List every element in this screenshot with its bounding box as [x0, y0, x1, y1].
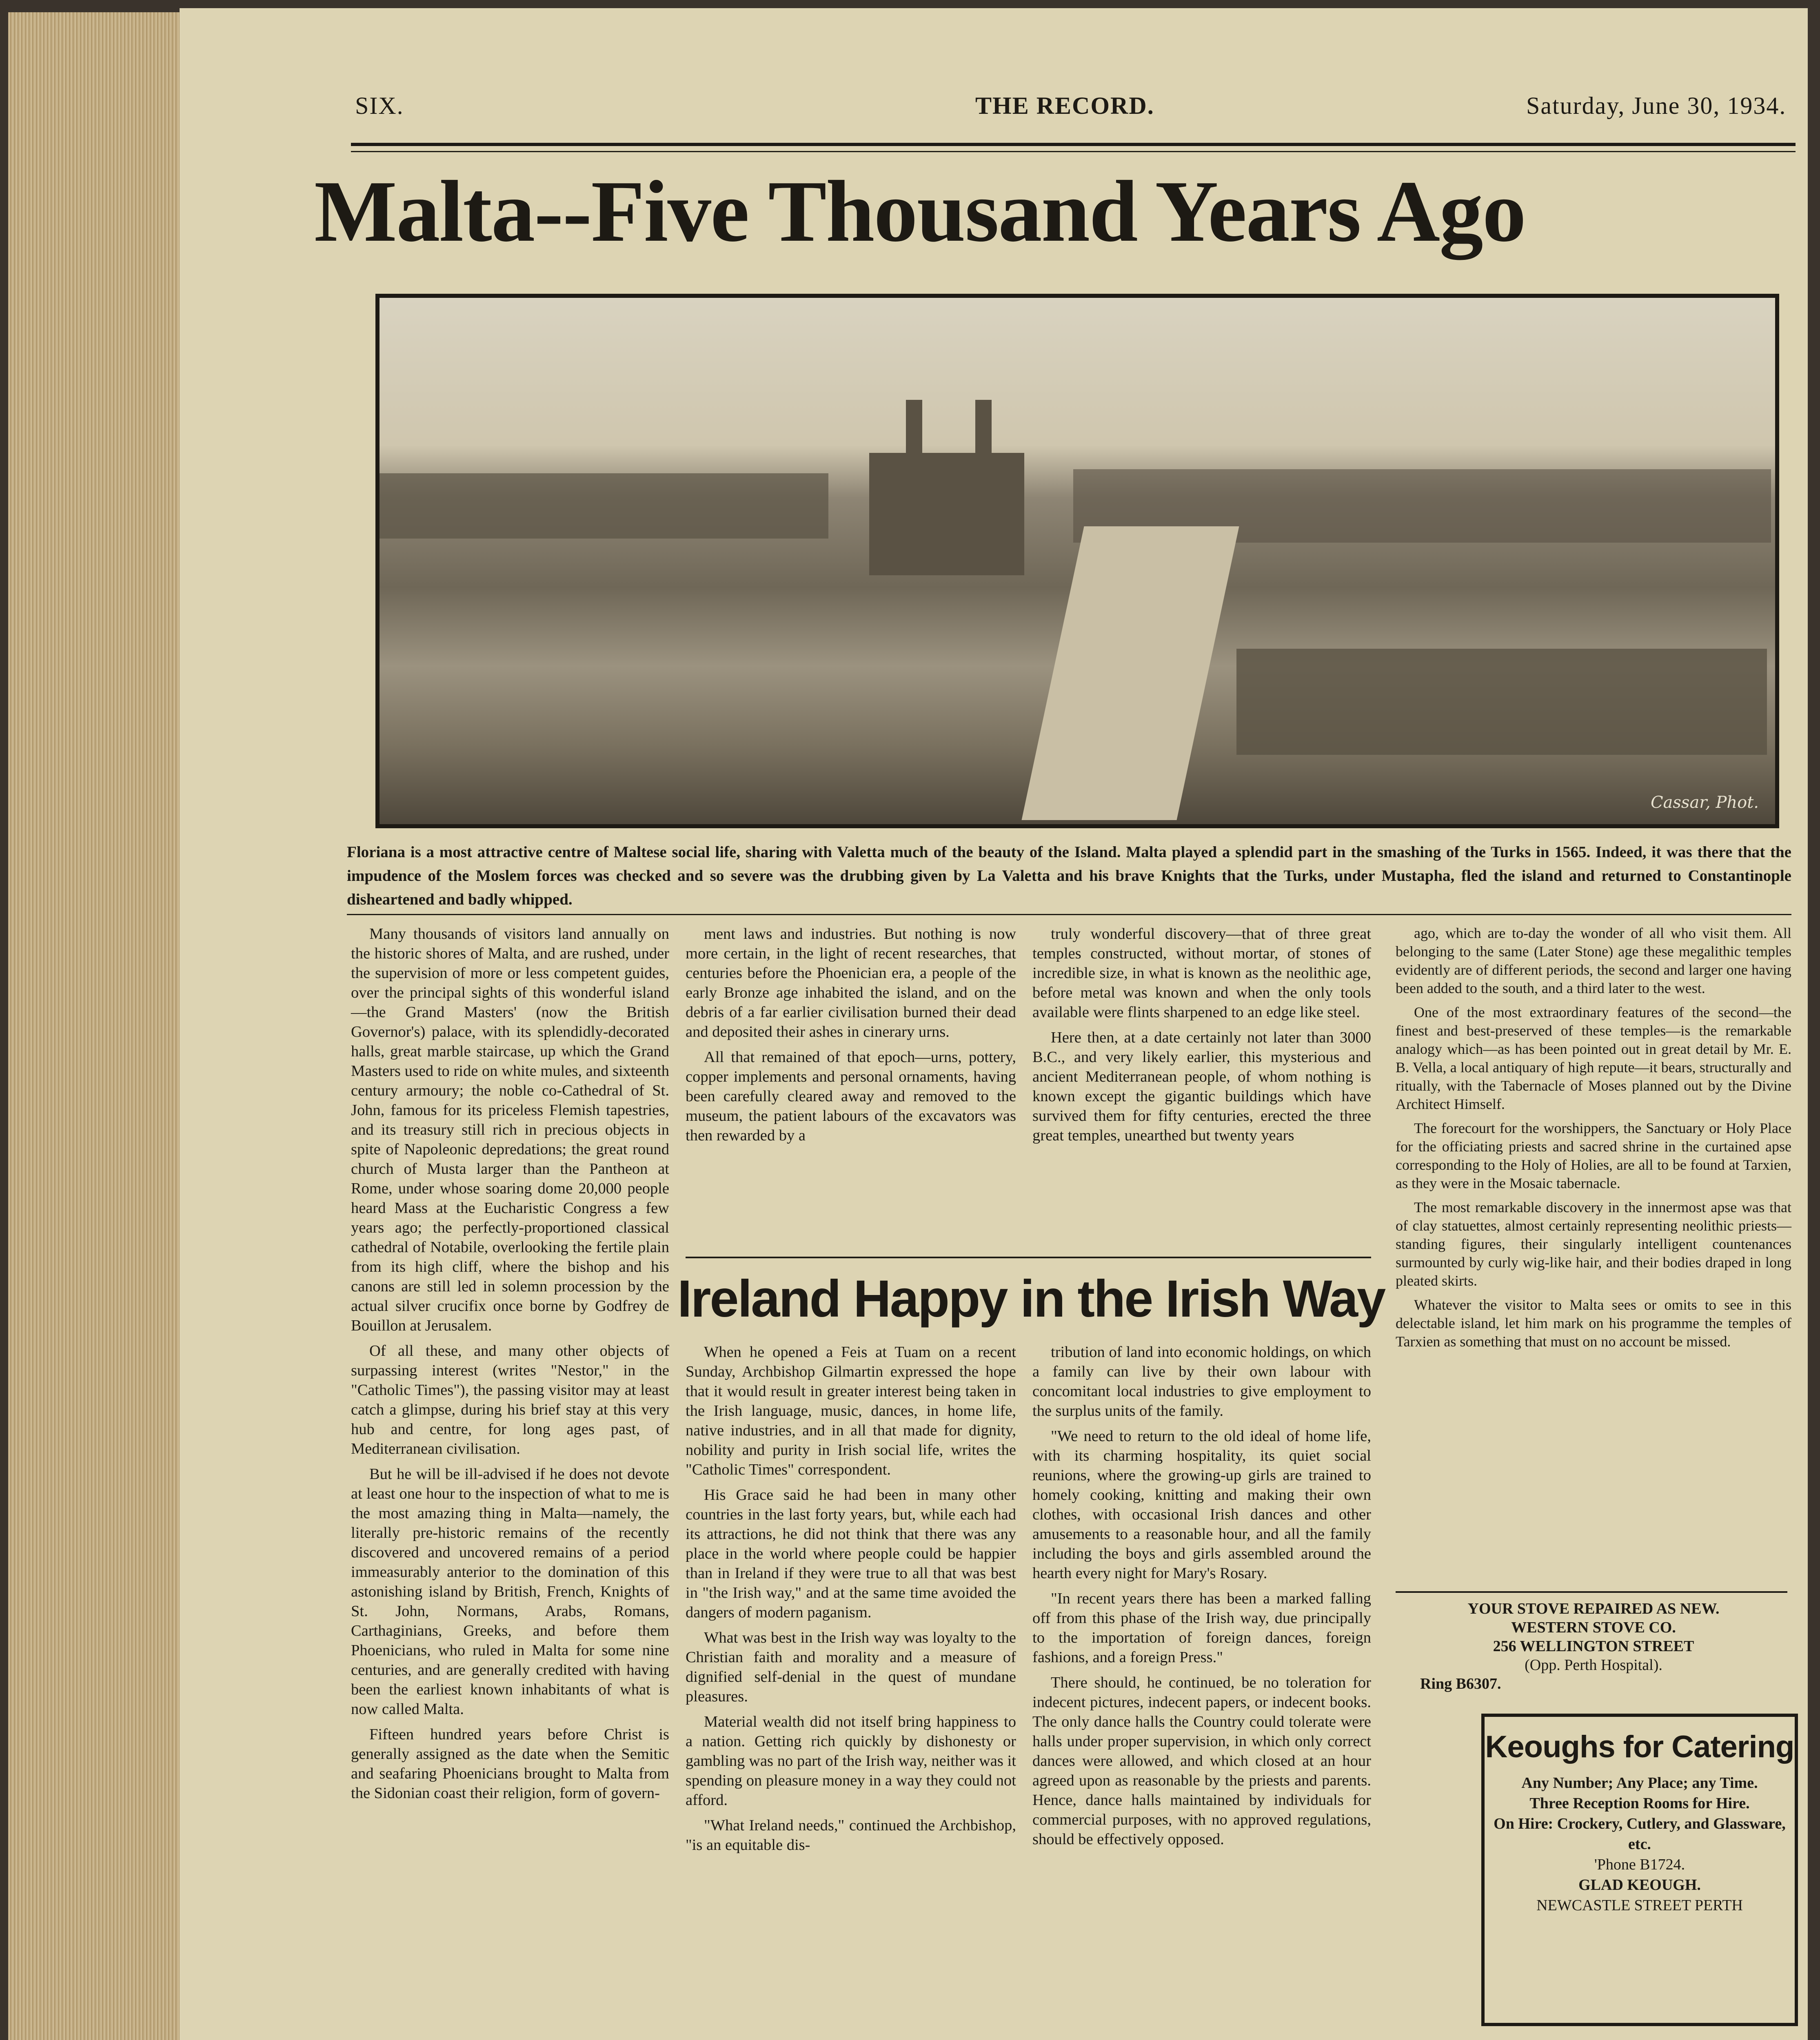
page-edges — [8, 12, 184, 2040]
paper-name: THE RECORD. — [975, 92, 1154, 119]
paragraph: ment laws and industries. But nothing is now more certain, in the light of recent researches, that centuries before the Phoenician era, a people of the early Bronze age inhabited the island, and on the debris of a far earlier civilisation burned their dead and deposited their ashes in cinerary urns. — [686, 925, 1016, 1040]
keoughs-address: NEWCASTLE STREET PERTH — [1536, 1897, 1743, 1914]
paragraph: ago, which are to-day the wonder of all who visit them. All belonging to the same (Later Stone) age these megalithic temples evidently are of different periods, the second and larger one having been added to the south, and a third later to the west. — [1396, 925, 1791, 996]
church-tower-left — [906, 400, 922, 457]
stove-company: WESTERN STOVE CO. — [1511, 1619, 1676, 1636]
keoughs-line: Any Number; Any Place; any Time. — [1521, 1774, 1758, 1792]
newspaper-page — [180, 8, 1808, 2040]
paragraph: Many thousands of visitors land annually on the historic shores of Malta, and are rushed, under the supervision of more or less competent guides, over the principal sights of this wonderful island—the Grand Masters' (now the British Governor's) palace, with its splendidly-decorated halls, great marble staircase, up which the Grand Masters used to ride on white mules, and sixteenth century armoury; the noble co-Cathedral of St. John, famous for its priceless Flemish tapestries, and its treasury still rich in precious objects in spite of Napoleonic depredations; the great round church of Musta larger than the Pantheon at Rome, under whose soaring dome 20,000 people heard Mass at the Eucharistic Congress a few years ago; the perfectly-proportioned classical cathedral of Notabile, overlooking the fertile plain from its high cliff, where the bishop and his canons are still led in solemn procession by the actual silver crucifix once borne by Godfrey de Bouillon at Jerusalem. — [351, 925, 669, 1334]
paragraph: But he will be ill-advised if he does not devote at least one hour to the inspection of what to me is the most amazing thing in Malta—namely, the literally pre-historic remains of the recently discovered and uncovered remains of a period immeasurably anterior to the domination of this astonishing island by British, French, Knights of St. John, Normans, Arabs, Romans, Carthaginians, Greeks, and before them Phoenicians, who ruled in Malta for some nine centuries, and are generally credited with having been the earliest known inhabitants of what is now called Malta. — [351, 1466, 669, 1718]
church-tower-right — [975, 400, 992, 457]
malta-column-4 — [1396, 924, 1791, 1569]
photo-credit: Cassar, Phot. — [1650, 793, 1759, 812]
paragraph: Of all these, and many other objects of surpassing interest (writes "Nestor," in the "Catholic Times"), the passing visitor may at least catch a glimpse, during his brief stay at this very hub and centre, for long ages past, of Mediterranean civilisation. — [351, 1342, 669, 1457]
paragraph: The most remarkable discovery in the innermost apse was that of clay statuettes, almost certainly representing neolithic priests—standing figures, their singularly intelligent countenances surmounted by curly wig-like hair, and their bodies draped in long pleated skirts. — [1396, 1199, 1791, 1289]
market-building — [1236, 649, 1767, 755]
paragraph: There should, he continued, be no toleration for indecent pictures, indecent papers, or indecent books. The only dance halls the Country could tolerate were halls under proper supervision, in which only correct dances were allowed, and which closed at an hour agreed upon as reasonable by the priests and parents. Hence, dance halls maintained by individuals for commercial purposes, with no approved regulations, should be effectively opposed. — [1032, 1674, 1371, 1848]
malta-column-2 — [686, 924, 1016, 1242]
paragraph: All that remained of that epoch—urns, pottery, copper implements and personal ornaments, having been carefully cleared away and removed to the museum, the patient labours of the excavators was then rewarded by a — [686, 1049, 1016, 1144]
stove-rule — [1396, 1591, 1787, 1593]
paragraph: Here then, at a date certainly not later than 3000 B.C., and very likely earlier, this mysterious and ancient Mediterranean people, of whom nothing is known except the gigantic buildings which have survived them for fifty centuries, erected the three great temples, unearthed but twenty years — [1032, 1029, 1371, 1144]
paragraph: What was best in the Irish way was loyalty to the Christian faith and morality and a measure of dignified self-denial in the quest of mundane pleasures. — [686, 1629, 1016, 1705]
ireland-column-1 — [686, 1342, 1016, 2040]
paragraph: Material wealth did not itself bring happiness to a nation. Getting rich quickly by dishonesty or gambling was no part of the Irish way, neither was it spending on pleasure money in a way they could not afford. — [686, 1713, 1016, 1809]
floriana-photo — [375, 294, 1779, 828]
paragraph: "In recent years there has been a marked falling off from this phase of the Irish way, due principally to the importation of foreign dances, foreign fashions, and a foreign Press." — [1032, 1590, 1371, 1666]
paragraph: His Grace said he had been in many other countries in the last forty years, but, while each had its attractions, he did not think that there was any place in the world where people could be happier than in Ireland if they were true to all that was best in "the Irish way," and at the same time avoided the dangers of modern paganism. — [686, 1486, 1016, 1621]
keoughs-owner: GLAD KEOUGH. — [1578, 1876, 1701, 1894]
malta-column-3 — [1032, 924, 1371, 1242]
paragraph: Whatever the visitor to Malta sees or omits to see in this delectable island, let him mark on his programme the temples of Tarxien as something that must on no account be missed. — [1396, 1297, 1791, 1350]
photo-caption: Floriana is a most attractive centre of Maltese social life, sharing with Valetta much of the beauty of the Island. Malta played a splendid part in the smashing of the Turks in 1565. Indeed, it was there that the impudence of the Moslem forces was checked and so severe was the drubbing given by La Valetta and his brave Knights that the Turks, under Mustapha, fled the island and returned to Constantinople disheartened and badly whipped. — [347, 843, 1791, 908]
keoughs-ad — [1481, 1714, 1798, 2026]
stove-address: 256 WELLINGTON STREET — [1493, 1638, 1694, 1655]
keoughs-line: Three Reception Rooms for Hire. — [1529, 1795, 1750, 1812]
paragraph: One of the most extraordinary features of the second—the finest and best-preserved of these temples—is the remarkable analogy which—as has been pointed out in great detail by Mr. E. B. Vella, a local antiquary of high repute—it bears, structurally and ritually, with the Tabernacle of Moses planned out by the Divine Architect Himself. — [1396, 1004, 1791, 1112]
ireland-top-rule — [686, 1257, 1371, 1258]
ireland-headline: Ireland Happy in the Irish Way — [677, 1270, 1385, 1328]
stove-ad — [1396, 1599, 1791, 1693]
paragraph: truly wonderful discovery—that of three great temples constructed, without mortar, of stones of incredible size, in what is known as the neolithic age, before metal was known and when the only tools available were flints sharpened to an edge like steel. — [1032, 925, 1371, 1021]
stove-line: YOUR STOVE REPAIRED AS NEW. — [1467, 1600, 1720, 1617]
keoughs-title: Keoughs for Catering — [1485, 1730, 1794, 1764]
keoughs-line: On Hire: Crockery, Cutlery, and Glassware, etc. — [1494, 1815, 1786, 1853]
paragraph: "What Ireland needs," continued the Archbishop, "is an equitable dis- — [686, 1817, 1016, 1854]
boulevard — [1021, 526, 1239, 820]
header-rule — [351, 143, 1796, 146]
keoughs-details — [1485, 1773, 1795, 1916]
caption-rule — [347, 914, 1791, 915]
stove-phone: Ring B6307. — [1420, 1675, 1501, 1692]
keoughs-phone: 'Phone B1724. — [1594, 1856, 1685, 1873]
paragraph: When he opened a Feis at Tuam on a recent Sunday, Archbishop Gilmartin expressed the hope that it would result in greater interest being taken in the Irish language, music, dances, in home life, native industries, and in all that made for dignity, nobility and purity in Irish social life, writes the "Catholic Times" correspondent. — [686, 1344, 1016, 1478]
church-building — [869, 453, 1024, 575]
paragraph: The forecourt for the worshippers, the Sanctuary or Holy Place for the officiating priests and sacred shrine in the curtained apse corresponding to the Holy of Holies, are all to be found at Tarxien, as they were in the Mosaic tabernacle. — [1396, 1120, 1791, 1191]
issue-date: Saturday, June 30, 1934. — [1526, 92, 1787, 119]
header-rule-thin — [351, 151, 1796, 152]
paragraph: tribution of land into economic holdings, on which a family can live by their own labour with concomitant local industries to give employment to the surplus units of the family. — [1032, 1344, 1371, 1419]
paragraph: "We need to return to the old ideal of home life, with its charming hospitality, its quiet social reunions, where the growing-up girls are trained to homely cooking, knitting and making their own clothes, with occasional Irish dances and other amusements to a reasonable hour, and all the family including the boys and girls assembled around the hearth every night for Mary's Rosary. — [1032, 1428, 1371, 1582]
town-left — [380, 473, 828, 539]
ireland-column-2 — [1032, 1342, 1371, 2040]
paragraph: Fifteen hundred years before Christ is generally assigned as the date when the Semitic and seafaring Phoenicians brought to Malta from the Sidonian coast their religion, form of govern- — [351, 1726, 669, 1802]
stove-landmark: (Opp. Perth Hospital). — [1525, 1656, 1662, 1674]
page-number: SIX. — [355, 92, 404, 119]
main-headline: Malta--Five Thousand Years Ago — [314, 162, 1526, 260]
malta-column-1 — [351, 924, 669, 2040]
